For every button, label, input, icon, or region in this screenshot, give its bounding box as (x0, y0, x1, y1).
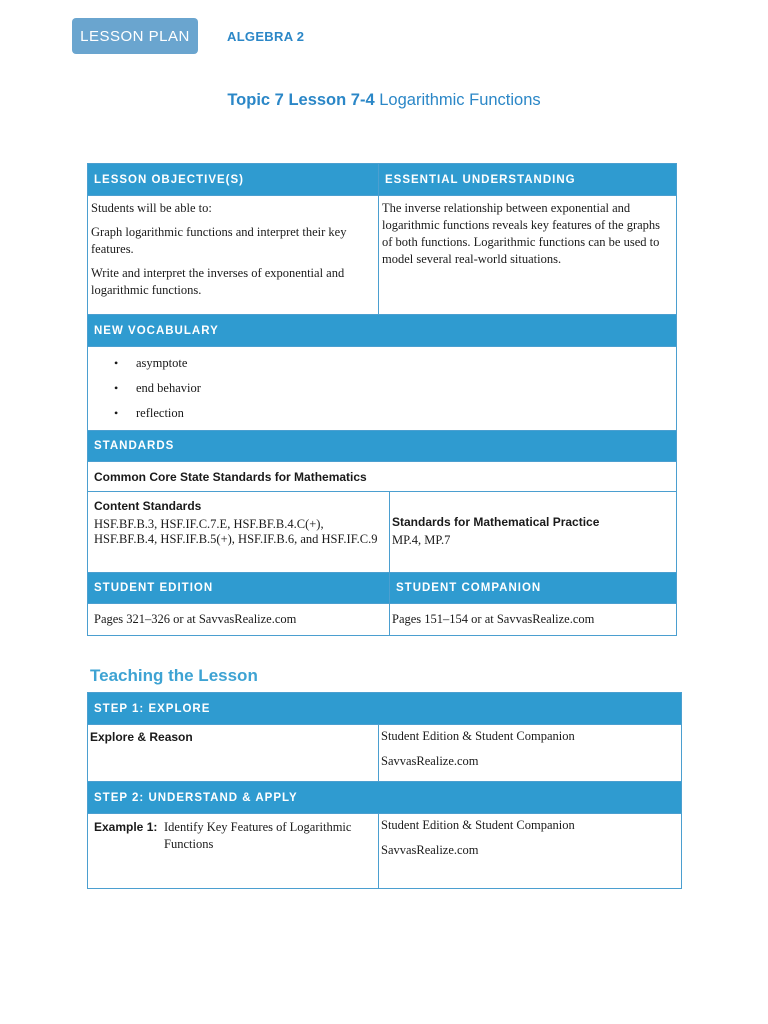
common-core-cell (88, 462, 677, 492)
objective-item: Graph logarithmic functions and interpret their key features. (91, 225, 347, 256)
standards-header: STANDARDS (88, 431, 677, 462)
step2-left-cell (88, 814, 379, 889)
title-suffix: Logarithmic Functions (379, 91, 541, 109)
essential-cell (379, 196, 677, 315)
step2-right-cell (379, 814, 682, 889)
practice-standards-cell (390, 492, 677, 573)
title-prefix: Topic 7 Lesson 7-4 (227, 91, 375, 109)
subject-label: ALGEBRA 2 (227, 29, 305, 44)
vocabulary-header: NEW VOCABULARY (88, 315, 677, 347)
objectives-intro: Students will be able to: (91, 201, 212, 215)
step2-resource-link: SavvasRealize.com (381, 843, 479, 857)
vocabulary-item: • reflection (136, 401, 676, 426)
content-standards-label: Content Standards (94, 499, 202, 513)
student-companion-text: Pages 151–154 or at SavvasRealize.com (392, 612, 595, 626)
practice-standards-label: Standards for Mathematical Practice (392, 515, 600, 529)
practice-standards-text: MP.4, MP.7 (392, 533, 451, 547)
step1-resource-link: SavvasRealize.com (381, 754, 479, 768)
student-edition-header: STUDENT EDITION (88, 573, 390, 604)
student-edition-text: Pages 321–326 or at SavvasRealize.com (94, 612, 297, 626)
student-companion-header: STUDENT COMPANION (390, 573, 677, 604)
step1-header: STEP 1: EXPLORE (88, 693, 682, 725)
lesson-table (87, 163, 677, 636)
essential-header: ESSENTIAL UNDERSTANDING (379, 164, 677, 196)
student-companion-cell (390, 604, 677, 636)
objectives-cell (88, 196, 379, 315)
step2-example-label: Example 1: (94, 820, 158, 834)
step1-activity: Explore & Reason (90, 730, 193, 744)
objectives-header: LESSON OBJECTIVE(S) (88, 164, 379, 196)
vocabulary-item: • end behavior (136, 376, 676, 401)
teaching-table (87, 692, 682, 889)
step1-resource: Student Edition & Student Companion (381, 729, 575, 743)
vocabulary-item: • asymptote (136, 351, 676, 376)
student-edition-cell (88, 604, 390, 636)
step2-resource: Student Edition & Student Companion (381, 818, 575, 832)
step2-header: STEP 2: UNDERSTAND & APPLY (88, 782, 682, 814)
essential-text: The inverse relationship between exponential and logarithmic functions reveals key features of the graphs of both functions. Logarithmic functions can be used to model several real-world situations. (382, 201, 661, 266)
step1-left-cell (88, 725, 379, 782)
lesson-plan-badge: LESSON PLAN (72, 18, 198, 54)
objective-item: Write and interpret the inverses of exponential and logarithmic functions. (91, 266, 345, 297)
step1-right-cell (379, 725, 682, 782)
teaching-section-title: Teaching the Lesson (90, 666, 258, 685)
content-standards-cell (88, 492, 390, 573)
vocabulary-list (88, 351, 676, 426)
vocabulary-cell (88, 347, 677, 431)
common-core-label: Common Core State Standards for Mathematics (94, 469, 367, 484)
step2-example-text: Identify Key Features of Logarithmic Functions (164, 820, 352, 851)
content-standards-text: HSF.BF.B.3, HSF.IF.C.7.E, HSF.BF.B.4.C(+), HSF.BF.B.4, HSF.IF.B.5(+), HSF.IF.B.6, and HSF.IF.C.9 (94, 517, 378, 546)
page-title (0, 91, 768, 110)
